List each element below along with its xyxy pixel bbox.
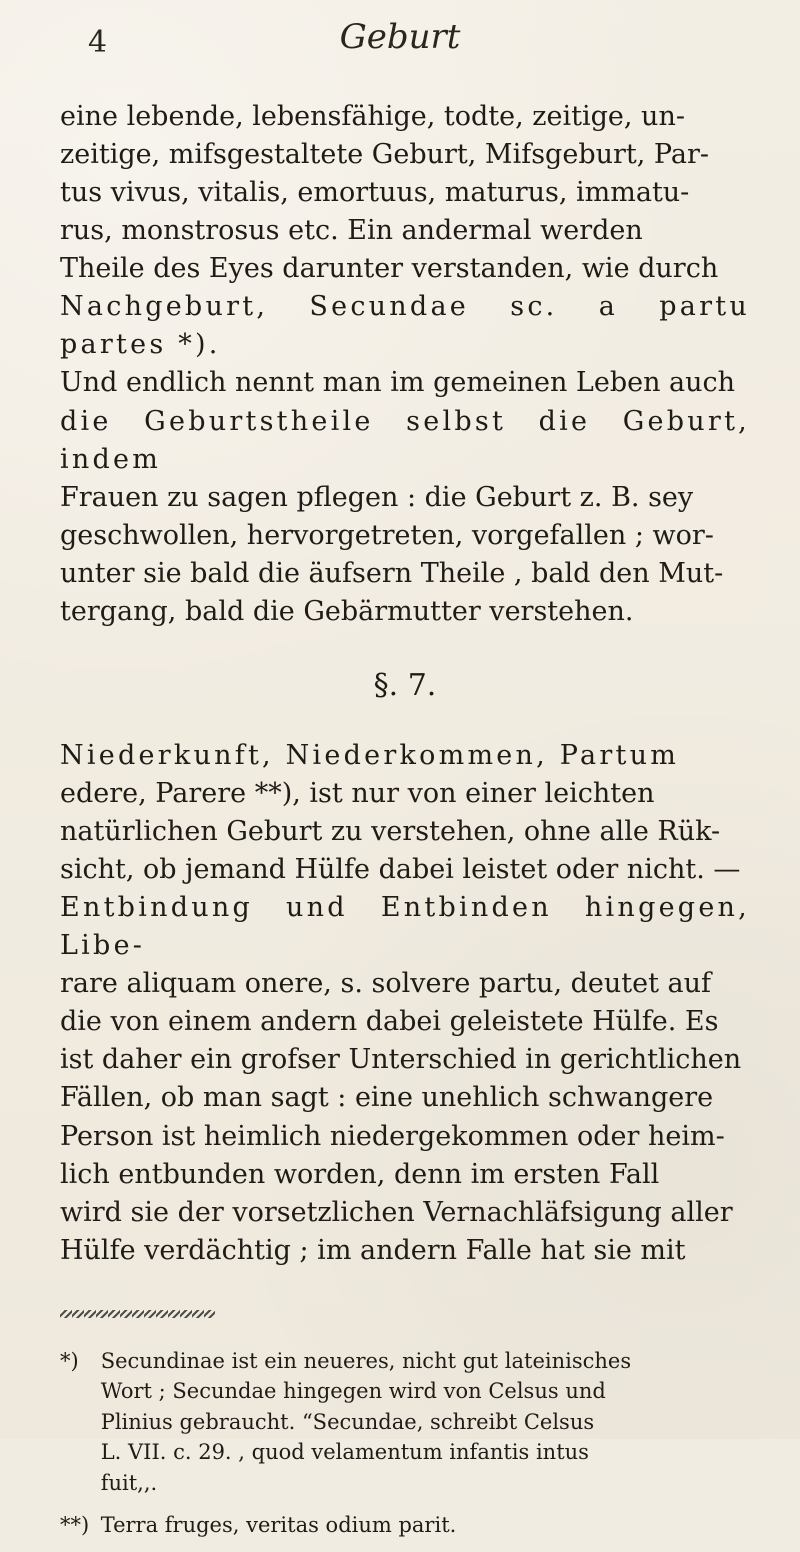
paragraph-2-line: wird sie der vorsetzlichen Vernachläfsigung aller (60, 1196, 733, 1228)
paragraph-2-line: sicht, ob jemand Hülfe dabei leistet oder nicht. — (60, 854, 741, 886)
paragraph-1-line: unter sie bald die äufsern Theile , bald den Mut- (60, 557, 724, 589)
paragraph-1-line: rus, monstrosus etc. Ein andermal werden (60, 215, 643, 247)
paragraph-2-line: Niederkunft, Niederkommen, Partum (60, 739, 680, 771)
paragraph-2-line: lich entbunden worden, denn im ersten Fall (60, 1158, 660, 1190)
paragraph-2-line: Hülfe verdächtig ; im andern Falle hat sie mit (60, 1234, 686, 1266)
paragraph-1 (60, 98, 750, 631)
paragraph-1-line: die Geburtstheile selbst die Geburt, indem (60, 405, 750, 475)
footnote-line: fuit,,. (100, 1470, 158, 1495)
page-header (60, 18, 740, 58)
footnote-text: Terra fruges, veritas odium parit. (100, 1512, 457, 1537)
footnotes (60, 1346, 750, 1541)
footnote-line: Plinius gebraucht. “Secundae, schreibt Celsus (100, 1409, 595, 1434)
footnote-mark: *) (60, 1348, 79, 1373)
paragraph-1-line: eine lebende, lebensfähige, todte, zeitige, un- (60, 101, 685, 132)
paragraph-1-line: Und endlich nennt man im gemeinen Leben auch (60, 367, 736, 399)
footnote-line: Wort ; Secundae hingegen wird von Celsus und (100, 1379, 606, 1404)
footnote-line: Secundinae ist ein neueres, nicht gut lateinisches (100, 1348, 632, 1373)
footnote-2 (60, 1510, 750, 1540)
paragraph-2-line: edere, Parere **), ist nur von einer leichten (60, 777, 655, 809)
paragraph-1-line: Theile des Eyes darunter verstanden, wie durch (60, 253, 719, 285)
paragraph-2-line: natürlichen Geburt zu verstehen, ohne alle Rük- (60, 816, 721, 847)
running-head: Geburt (339, 17, 461, 57)
footnote-1 (60, 1346, 750, 1498)
paragraph-1-line: tus vivus, vitalis, emortuus, maturus, immatu- (60, 177, 690, 209)
paragraph-2-line: Person ist heimlich niedergekommen oder heim- (60, 1120, 725, 1152)
page-content (60, 98, 750, 1552)
paragraph-2 (60, 737, 750, 1270)
page-number: 4 (88, 25, 108, 60)
paragraph-1-line: geschwollen, hervorgetreten, vorgefallen ; wor- (60, 519, 714, 551)
paragraph-1-line: zeitige, mifsgestaltete Geburt, Mifsgeburt, Par- (60, 139, 709, 171)
section-heading: §. 7. (373, 667, 437, 703)
footnote-line: L. VII. c. 29. , quod velamentum infantis intus (100, 1440, 589, 1465)
paragraph-1-line: Nachgeburt, Secundae sc. a partu partes *). (60, 291, 750, 361)
paragraph-1-line: Frauen zu sagen pflegen : die Geburt z. B. sey (60, 481, 694, 513)
footnote-divider (60, 1310, 215, 1318)
paragraph-1-line: tergang, bald die Gebärmutter verstehen. (60, 595, 634, 627)
paragraph-2-line: rare aliquam onere, s. solvere partu, deutet auf (60, 968, 712, 1000)
paragraph-2-line: ist daher ein grofser Unterschied in gerichtlichen (60, 1044, 742, 1076)
paragraph-2-line: Entbindung und Entbinden hingegen, Libe- (60, 892, 750, 962)
paragraph-2-line: Fällen, ob man sagt : eine unehlich schwangere (60, 1082, 714, 1114)
footnote-mark: **) (60, 1512, 90, 1537)
paragraph-2-line: die von einem andern dabei geleistete Hülfe. Es (60, 1006, 719, 1038)
